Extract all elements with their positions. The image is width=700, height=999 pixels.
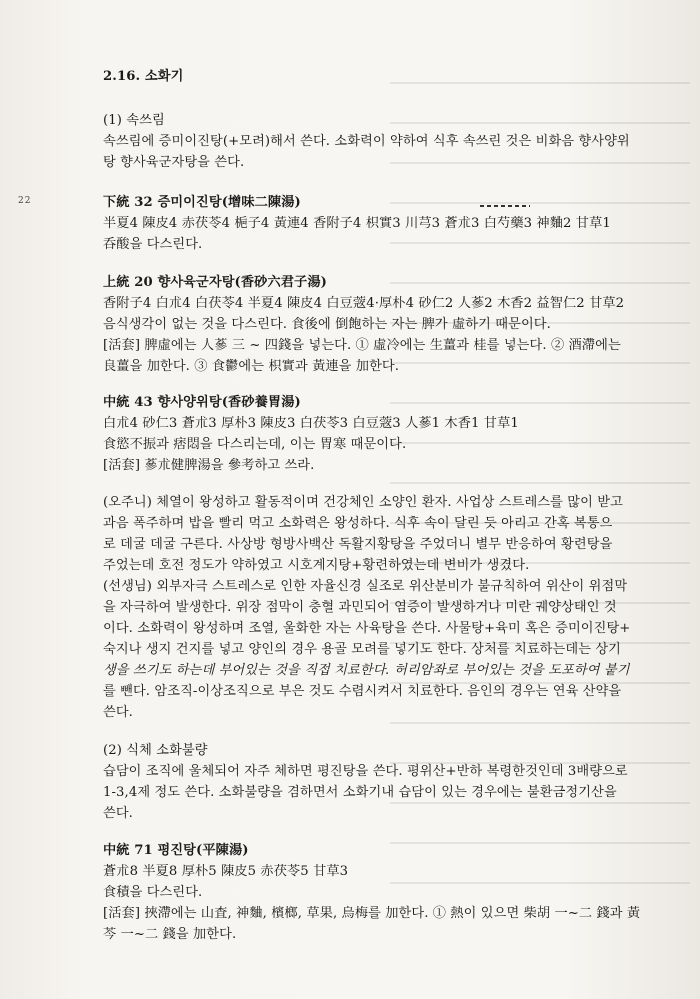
subsection-heartburn-text: 속쓰림에 증미이진탕(+모려)해서 쓴다. 소화력이 약하여 식후 속쓰린 것은 비화음 향사양위 — [103, 134, 630, 149]
case-patient-text: 과음 폭주하며 밥을 빨리 먹고 소화력은 왕성하다. 식후 속이 달린 듯 아리고 간혹 복통으 — [103, 516, 613, 531]
prescription-usage: 食積을 다스린다. — [103, 885, 203, 900]
subsection-indigestion-title: (2) 식체 소화불량 — [103, 743, 208, 758]
section-title: 2.16. 소화기 — [103, 69, 184, 84]
prescription-title: 中統 71 평진탕(平陳湯) — [103, 843, 249, 858]
case-teacher-text: 생을 쓰기도 하는데 부어있는 것을 직접 치료한다. 허리암좌로 부어있는 것을 도포하여 붙기 — [103, 663, 630, 678]
prescription-herbs: 香附子4 白朮4 白茯苓4 半夏4 陳皮4 白豆蔲4·厚朴4 砂仁2 人蔘2 木香2 益智仁2 甘草2 — [103, 296, 625, 311]
prescription-herbs: 白朮4 砂仁3 蒼朮3 厚朴3 陳皮3 白茯苓3 白豆蔲3 人蔘1 木香1 甘草1 — [103, 416, 519, 431]
case-teacher-text: 숙지나 생지 건지를 넣고 양인의 경우 용골 모려를 넣기도 한다. 상처를 치료하는데는 상기 — [103, 642, 622, 657]
prescription-usage: 呑酸을 다스린다. — [103, 237, 203, 252]
prescription-note: [活套] 脾虛에는 人蔘 三 ~ 四錢을 넣는다. ① 虛冷에는 生薑과 桂를 넣는다. ② 酒滯에는 — [103, 338, 621, 353]
case-patient-text: 로 데굴 데굴 구른다. 사상방 형방사백산 독활지황탕을 주었더니 별무 반응하여 황련탕을 — [103, 537, 613, 552]
case-teacher-text: 을 자극하여 발생한다. 위장 점막이 충혈 과민되어 염증이 발생하거나 미란 궤양상태인 것 — [103, 600, 617, 615]
case-teacher-text: 이다. 소화력이 왕성하며 조열, 울화한 자는 사육탕을 쓴다. 사물탕+육미 혹은 증미이진탕+ — [103, 621, 631, 636]
case-patient-text: 주었는데 호전 정도가 약하였고 시호계지탕+황련하였는데 변비가 생겼다. — [103, 558, 530, 573]
prescription-herbs: 半夏4 陳皮4 赤茯苓4 梔子4 黃連4 香附子4 枳實3 川芎3 蒼朮3 白芍藥3 神麯2 甘草1 — [103, 216, 611, 231]
subsection-heartburn-title: (1) 속쓰림 — [103, 113, 165, 128]
case-teacher-text: 를 뺀다. 암조직-이상조직으로 부은 것도 수렴시켜서 치료한다. 음인의 경우는 연육 산약을 — [103, 684, 622, 699]
prescription-note: [活套] 挾滯에는 山査, 神麯, 檳榔, 草果, 烏梅를 加한다. ① 熱이 있으면 柴胡 一~二 錢과 黃 — [103, 906, 641, 921]
subsection-indigestion-text: 쓴다. — [103, 806, 133, 821]
prescription-note: 良薑을 加한다. ③ 食鬱에는 枳實과 黃連을 加한다. — [103, 359, 400, 374]
prescription-note: [活套] 蔘朮健脾湯을 參考하고 쓰라. — [103, 458, 315, 473]
margin-dash-mark — [480, 205, 530, 207]
prescription-title: 下統 32 증미이진탕(增味二陳湯) — [103, 195, 301, 210]
prescription-title: 中統 43 향사양위탕(香砂養胃湯) — [103, 395, 301, 410]
subsection-indigestion-text: 습담이 조직에 울체되어 자주 체하면 평진탕을 쓴다. 평위산+반하 복령한것인데 3배량으로 — [103, 764, 628, 779]
prescription-usage: 음식생각이 없는 것을 다스린다. 食後에 倒飽하는 자는 脾가 虛하기 때문이다. — [103, 317, 551, 332]
prescription-title: 上統 20 향사육군자탕(香砂六君子湯) — [103, 275, 327, 290]
case-teacher-text: 쓴다. — [103, 705, 133, 720]
subsection-heartburn-text: 탕 향사육군자탕을 쓴다. — [103, 155, 245, 170]
case-patient-text: (오주니) 체열이 왕성하고 활동적이며 건강체인 소양인 환자. 사업상 스트레스를 많이 받고 — [103, 495, 623, 510]
prescription-herbs: 蒼朮8 半夏8 厚朴5 陳皮5 赤茯苓5 甘草3 — [103, 864, 349, 879]
case-teacher-text: (선생님) 외부자극 스트레스로 인한 자율신경 실조로 위산분비가 불규칙하여 위산이 위점막 — [103, 579, 628, 594]
margin-page-mark: 22 — [18, 196, 32, 206]
prescription-usage: 食慾不振과 痞悶을 다스리는데, 이는 胃寒 때문이다. — [103, 437, 407, 452]
prescription-note: 芩 一~二 錢을 加한다. — [103, 927, 237, 942]
subsection-indigestion-text: 1-3,4제 정도 쓴다. 소화불량을 겸하면서 소화기내 습담이 있는 경우에는 불환금정기산을 — [103, 785, 617, 800]
